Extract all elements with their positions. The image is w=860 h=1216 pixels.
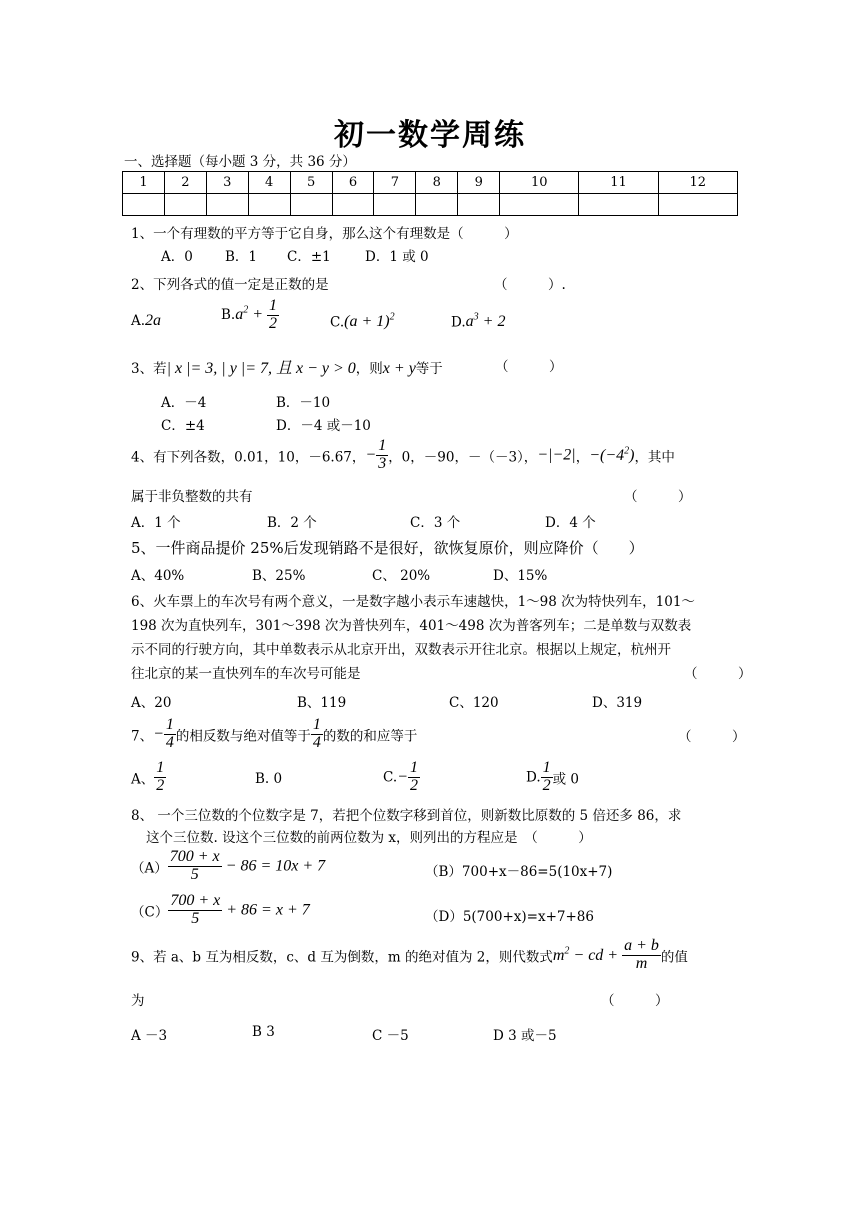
q4-line1-mid: ，0，－90，－（－3）， [388,449,538,466]
answer-cell [579,194,658,216]
q8-option-a-label: （A） [131,860,168,877]
q9-option-d: D 3 或－5 [493,1028,557,1044]
q3-option-d: D．－4 或－10 [276,418,371,434]
q2-option-c-formula: $(a + 1)^2$ [344,312,395,331]
q7-option-c [383,760,420,795]
answer-header-cell: 11 [579,172,658,194]
q8-option-b: （B）700+x－86=5(10x+7) [425,864,613,880]
answer-cell [206,194,248,216]
q3-stem-pre: 3、若 [131,361,167,377]
answer-header-cell: 7 [374,172,416,194]
q7-stem-mid: 的相反数与绝对值等于 [175,728,311,745]
q6-line: 198 次为直快列车，301～398 次为普快列车，401～498 次为普客列车；二是单数与双数表 [131,618,692,634]
q3-stem-suffix: ，则 [355,361,383,377]
q3-paren: （ ） [495,359,563,375]
q5-stem: 5、一件商品提价 25%后发现销路不是很好，欲恢复原价，则应降价（ ） [131,539,644,557]
q6-option-a: A、20 [131,695,172,711]
q1-option-a: A．0 [161,249,193,265]
q2-option-b [221,298,279,333]
q9-line2: 为 [131,993,145,1009]
q4-comma: ， [575,449,590,466]
q4-option-a: A．1 个 [131,515,181,531]
q4-line1-pre: 4、有下列各数，0.01，10，－6.67， [131,449,366,466]
q9-fraction: $\frac{a + b}{m}$ [624,937,659,972]
q2-option-a [131,312,161,330]
q7-option-d [526,760,579,795]
q6-paren: （ ） [684,666,752,682]
q5-option-d: D、15% [493,568,548,584]
q6-line: 往北京的某一直快列车的车次号可能是 [131,666,361,682]
q3-expression: x + y [382,360,416,377]
q4-neg-fraction: − [365,446,377,464]
q9-stem-pre: 9、若 a、b 互为相反数，c、d 互为倒数，m 的绝对值为 2，则代数式 [131,949,553,966]
section-header: 一、选择题（每小题 3 分，共 36 分） [124,154,356,170]
answer-cell [248,194,290,216]
q4-option-d: D．4 个 [545,515,596,531]
q9-paren: （ ） [601,993,669,1009]
q2-option-d-formula: $a^3 + 2$ [465,312,506,331]
q6-line: 6、火车票上的车次号有两个意义，一是数字越小表示车速越快，1～98 次为特快列车，101～ [131,594,695,610]
q8-line1: 8、 一个三位数的个位数字是 7，若把个位数字移到首位，则新数比原数的 5 倍还多 86，求 [131,808,682,824]
q2-option-a-label: A. [131,313,146,329]
answer-header-cell: 1 [123,172,165,194]
q2-paren: （ ）. [494,277,566,293]
q1-option-c: C．±1 [287,249,331,265]
q4-abs-expr: −|−2| [537,446,576,464]
q6-line: 示不同的行驶方向，其中单数表示从北京开出，双数表示开往北京。根据以上规定，杭州开 [131,642,671,658]
q7-fraction-1: $\frac{1}{4}$ [165,716,174,751]
q4-line1 [131,438,675,473]
q7-option-c-fraction: $\frac{1}{2}$ [409,759,418,794]
q9-option-b: B 3 [252,1024,275,1040]
answer-cell [458,194,500,216]
q7-option-c-minus: − [397,768,408,786]
q7-option-d-label: D. [526,769,541,786]
page-title: 初一数学周练 [334,118,526,153]
q9-line1 [131,938,688,973]
answer-cell [164,194,206,216]
q3-option-c: C．±4 [161,418,205,434]
q7-option-d-suffix: 或 0 [552,771,580,788]
q6-option-d: D、319 [592,695,643,711]
q9-option-a: A －3 [131,1028,168,1044]
q3-stem [131,355,443,378]
q8-option-c [131,893,310,928]
q5-option-a: A、40% [131,568,185,584]
answer-cell [500,194,579,216]
q7-option-d-fraction: $\frac{1}{2}$ [542,759,551,794]
q8-option-a-fraction: $\frac{700 + x}{5}$ [169,848,220,883]
q2-option-c-label: C. [330,314,345,331]
q4-power-expr: $-(-4^2)$ [589,445,635,464]
q2-stem: 2、下列各式的值一定是正数的是 [131,277,329,293]
q2-option-c [330,312,395,331]
q1-option-b: B．1 [225,249,258,265]
q7-option-a [131,760,166,795]
q7-paren: （ ） [678,729,746,745]
q8-option-a-rest: − 86 = 10x + 7 [221,857,326,875]
q2-option-b-fraction: $\frac{1}{2}$ [269,297,278,332]
answer-header-cell: 12 [658,172,737,194]
answer-cell [332,194,374,216]
q4-fraction: $\frac{1}{3}$ [378,437,387,472]
q1-stem: 1、一个有理数的平方等于它自身，那么这个有理数是（ ） [131,226,518,242]
q4-option-b: B．2 个 [267,515,317,531]
q9-formula: $m^2$ − cd + [552,945,623,964]
q5-option-b: B、25% [252,568,306,584]
q4-line2: 属于非负整数的共有 [131,489,253,505]
q2-option-a-formula: 2a [145,312,162,329]
q8-option-c-label: （C） [131,904,169,921]
q7-option-a-label: A、 [131,771,155,788]
q1-option-d: D．1 或 0 [365,249,429,265]
q7-fraction-2: $\frac{1}{4}$ [312,716,321,751]
q2-option-d [451,312,505,331]
q7-minus: − [153,725,164,743]
q8-option-c-rest: + 86 = x + 7 [222,901,310,919]
answer-cell [658,194,737,216]
q3-option-a: A．－4 [161,395,207,411]
q4-option-c: C．3 个 [410,515,461,531]
answer-header-cell: 9 [458,172,500,194]
q7-option-c-label: C. [383,769,398,786]
answer-header-cell: 10 [500,172,579,194]
answer-cell [374,194,416,216]
answer-header-cell: 6 [332,172,374,194]
q8-line2: 这个三位数. 设这个三位数的前两位数为 x，则列出的方程应是 （ ） [146,830,592,846]
q8-option-a [131,849,325,884]
q9-stem-end: 的值 [660,949,688,966]
answer-header-cell: 2 [164,172,206,194]
q9-option-c: C －5 [372,1028,409,1044]
answer-table [122,171,738,216]
q6-option-c: C、120 [449,695,499,711]
answer-cell [290,194,332,216]
q7-stem-pre: 7、 [131,728,154,745]
q3-condition: | x |= 3, | y |= 7, 且 x − y > 0 [166,360,356,377]
q4-line1-end: ，其中 [634,449,675,466]
q8-option-d: （D）5(700+x)=x+7+86 [425,909,594,925]
answer-cell [416,194,458,216]
answer-cell [123,194,165,216]
q5-option-c: C、 20% [372,568,431,584]
answer-table-blank-row [123,194,738,216]
q7-stem [131,717,417,752]
answer-header-cell: 4 [248,172,290,194]
q6-option-b: B、119 [297,695,347,711]
q2-option-b-formula: $a^2$ + [235,304,268,323]
q7-option-a-fraction: $\frac{1}{2}$ [156,759,165,794]
q3-stem-end: 等于 [415,361,443,377]
q8-option-c-fraction: $\frac{700 + x}{5}$ [170,892,221,927]
q2-option-b-label: B. [221,306,236,323]
q4-paren: （ ） [624,489,692,505]
q7-option-b: B. 0 [255,771,283,787]
q7-stem-end: 的数的和应等于 [322,728,418,745]
answer-header-cell: 5 [290,172,332,194]
answer-header-cell: 3 [206,172,248,194]
q2-option-d-label: D. [451,314,466,331]
q3-option-b: B．－10 [276,395,331,411]
answer-header-cell: 8 [416,172,458,194]
answer-table-header-row [123,172,738,194]
